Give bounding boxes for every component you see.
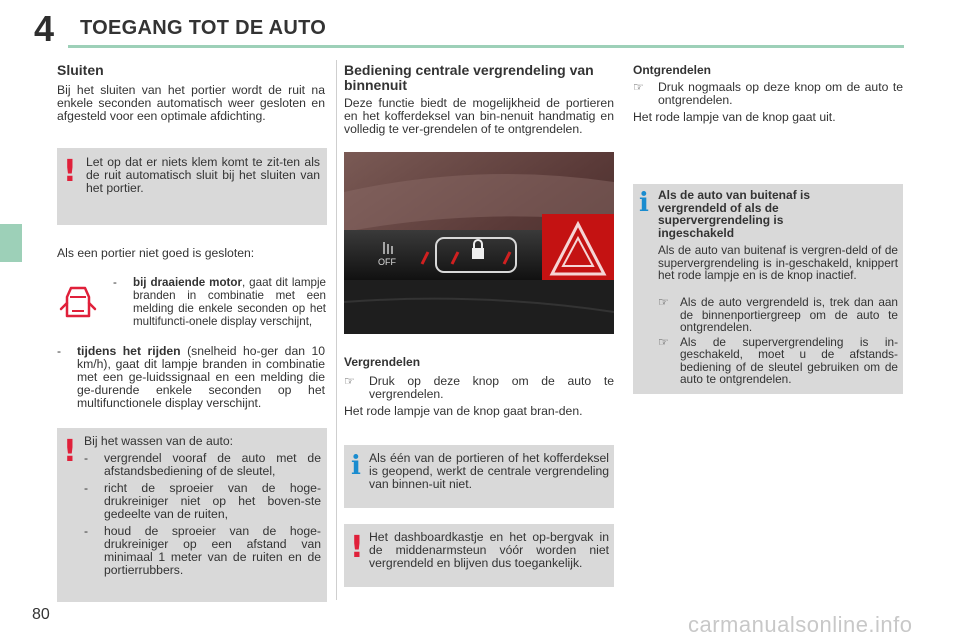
page-number: 80 (32, 606, 50, 623)
washing-list (84, 452, 321, 577)
pointing-hand-icon: ☞ (633, 80, 644, 94)
column-divider (336, 60, 337, 600)
pointing-hand-icon: ☞ (344, 374, 355, 388)
item-engine-bold: bij draaiende motor (133, 276, 243, 289)
watermark: carmanualsonline.info (688, 612, 913, 637)
unlock-heading: Ontgrendelen (633, 63, 712, 77)
central-locking-intro: Deze functie biedt de mogelijkheid de portieren en het kofferdeksel van bin-nenuit handmatig en volledig te ver-grendelen of te ontgrendelen. (344, 96, 614, 136)
info-super-list-item: ☞ Als de auto vergrendeld is, trek dan aan de binnenportiergreep om de auto te ontgrendelen. (658, 295, 898, 334)
warning-box-glovebox (344, 524, 614, 587)
chapter-title: TOEGANG TOT DE AUTO (80, 17, 327, 39)
washing-list-item: - richt de sproeier van de hoge-drukreiniger niet op het boven-ste gedeelte van de ruiten, (84, 481, 321, 521)
pointing-hand-icon: ☞ (658, 334, 669, 349)
off-label: OFF (378, 257, 396, 267)
warning-box-washing (57, 428, 327, 602)
lock-step: ☞ Druk op deze knop om de auto te vergrendelen. (344, 374, 614, 401)
chapter-side-tab (0, 224, 22, 262)
info-i-icon: i (351, 451, 361, 481)
washing-title: Bij het wassen van de auto: (84, 434, 234, 448)
lock-lamp-text: Het rode lampje van de knop gaat bran-den. (344, 404, 583, 418)
door-open-warning-icon (58, 283, 98, 323)
info-door-open-text: Als één van de portieren of het kofferdeksel is geopend, werkt de centrale vergrendeling van binnen-uit niet. (369, 451, 609, 491)
washing-list-item: - vergrendel vooraf de auto met de afstandsbediening of de sleutel, (84, 451, 321, 478)
item-engine-text: , gaat dit lampje branden in combinatie met een melding die enkele seconden op het multifuncti-onele display verschijnt, (133, 276, 326, 328)
warning-window-text: Let op dat er niets klem komt te zit-ten als de ruit automatisch sluit bij het sluiten van het portier. (86, 155, 320, 195)
warning-glovebox-text: Het dashboardkastje en het op-bergvak in de middenarmsteun vóór worden niet vergrendeld en blijven dus toegankelijk. (369, 530, 609, 570)
item-driving-bold: tijdens het rijden (77, 344, 181, 358)
pointing-hand-icon: ☞ (658, 295, 669, 309)
section-heading-sluiten: Sluiten (57, 62, 104, 78)
sluiten-intro: Bij het sluiten van het portier wordt de ruit na enkele seconden automatisch weer gesloten en afgesteld voor een optimale afdichting. (57, 83, 325, 123)
unlock-step: ☞ Druk nogmaals op deze knop om de auto te ontgrendelen. (633, 80, 903, 107)
info-super-list (658, 296, 898, 386)
item-driving-text: (snelheid ho-ger dan 10 km/h), gaat dit lampje branden in combinatie met een ge-luidssignaal en een melding die ge-durende enkele seconden op het multifunctionele display verschijnt. (77, 344, 326, 410)
warning-box-window (57, 148, 327, 225)
central-locking-button-photo (344, 152, 614, 334)
warning-exclamation-icon: ! (63, 434, 77, 469)
door-not-closed-text: Als een portier niet goed is gesloten: (57, 246, 255, 260)
door-warning-item-engine: - bij draaiende motor, gaat dit lampje branden in combinatie met een melding die enkele seconden op het multifuncti-onele display verschijnt, (113, 276, 326, 328)
info-super-text: Als de auto van buitenaf is vergren-deld of de supervergrendeling is in-geschakeld, knippert het rode lampje en is de knop inactief. (658, 243, 898, 282)
warning-exclamation-icon: ! (350, 530, 364, 565)
door-warning-item-driving: - tijdens het rijden (snelheid ho-ger dan 10 km/h), gaat dit lampje branden in combinatie met een ge-luidssignaal en een melding die ge-durende enkele seconden op het multifunctionele display verschijnt. (57, 344, 326, 410)
washing-list-item: - houd de sproeier van de hoge-drukreiniger op een afstand van minimaal 1 meter van de ruiten en de portierrubbers. (84, 524, 321, 577)
lock-heading: Vergrendelen (344, 355, 421, 369)
unlock-lamp-text: Het rode lampje van de knop gaat uit. (633, 110, 836, 124)
info-super-title: Als de auto van buitenaf is vergrendeld of als de supervergrendeling is ingeschakeld (658, 188, 811, 240)
chapter-number: 4 (34, 8, 55, 49)
info-super-list-item: ☞ Als de supervergrendeling is in-geschakeld, moet u de afstands-bediening of de sleutel gebruiken om de auto te ontgrendelen. (658, 334, 898, 386)
info-box-door-open (344, 445, 614, 508)
info-i-icon: i (639, 188, 649, 218)
info-box-supervergrendeling (633, 184, 903, 394)
header-divider (68, 45, 904, 48)
section-heading-central-locking: Bediening centrale vergrendeling van binnenuit (344, 62, 594, 93)
warning-exclamation-icon: ! (63, 154, 77, 189)
